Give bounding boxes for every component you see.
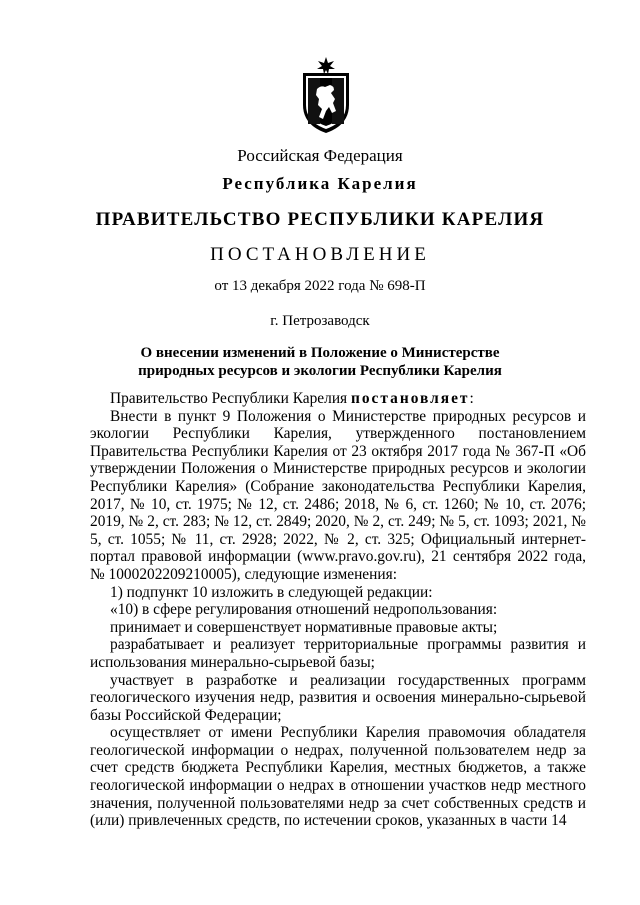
subject-line-2: природных ресурсов и экологии Республики Карелия bbox=[138, 363, 502, 379]
body-paragraph: разрабатывает и реализует территориальные программы развития и использования минерально-сырьевой базы; bbox=[90, 636, 586, 671]
government-name: ПРАВИТЕЛЬСТВО РЕСПУБЛИКИ КАРЕЛИЯ bbox=[95, 209, 545, 230]
republic-name: Республика Карелия bbox=[222, 174, 418, 193]
body-paragraph: 1) подпункт 10 изложить в следующей редакции: bbox=[110, 583, 433, 601]
body-paragraph: осуществляет от имени Республики Карелия правомочия обладателя геологической информации о недрах, полученной пользователем недр за счет средств бюджета Республики Карелия, местных бюджетов, а также геологической информации о недрах в отношении участков недр местного значения, полученной пользователями недр за счет собственных средств и (или) привлеченных средств, по истечении сроков, указанных в части 14 bbox=[90, 724, 586, 830]
document-body bbox=[90, 390, 586, 830]
body-paragraph: участвует в разработке и реализации государственных программ геологического изучения недр, развития и освоения минерально-сырьевой базы Российской Федерации; bbox=[90, 671, 586, 724]
body-paragraph: принимает и совершенствует нормативные правовые акты; bbox=[110, 618, 498, 636]
intro-suffix: : bbox=[469, 390, 474, 407]
date-number: от 13 декабря 2022 года № 698-П bbox=[214, 278, 426, 294]
intro-verb: постановляет bbox=[350, 390, 470, 407]
document-type: ПОСТАНОВЛЕНИЕ bbox=[210, 244, 430, 265]
intro-paragraph bbox=[90, 390, 586, 408]
city: г. Петрозаводск bbox=[270, 313, 370, 329]
coat-of-arms-icon bbox=[297, 55, 355, 135]
body-paragraph: Внести в пункт 9 Положения о Министерстве природных ресурсов и экологии Республики Карелия, утвержденного постановлением Правительства Республики Карелия от 23 октября 2017 года № 367-П «Об утверждении Положения о Министерстве природных ресурсов и экологии Республики Карелия» (Собрание законодательства Республики Карелия, 2017, № 10, ст. 1975; № 12, ст. 2486; 2018, № 6, ст. 1260; № 10, ст. 2076; 2019, № 2, ст. 283; № 12, ст. 2849; 2020, № 2, ст. 249; № 5, ст. 1093; 2021, № 5, ст. 1055; № 11, ст. 2928; 2022, № 2, ст. 325; Официальный интернет-портал правовой информации (www.pravo.gov.ru), 21 сентября 2022 года, № 1000202209210005), следующие изменения: bbox=[90, 407, 586, 583]
intro-prefix: Правительство Республики Карелия bbox=[110, 390, 351, 407]
country-name: Российская Федерация bbox=[237, 146, 403, 165]
subject-line-1: О внесении изменений в Положение о Министерстве bbox=[140, 345, 500, 361]
body-paragraph: «10) в сфере регулирования отношений недропользования: bbox=[110, 601, 498, 619]
document-subject bbox=[0, 344, 640, 380]
